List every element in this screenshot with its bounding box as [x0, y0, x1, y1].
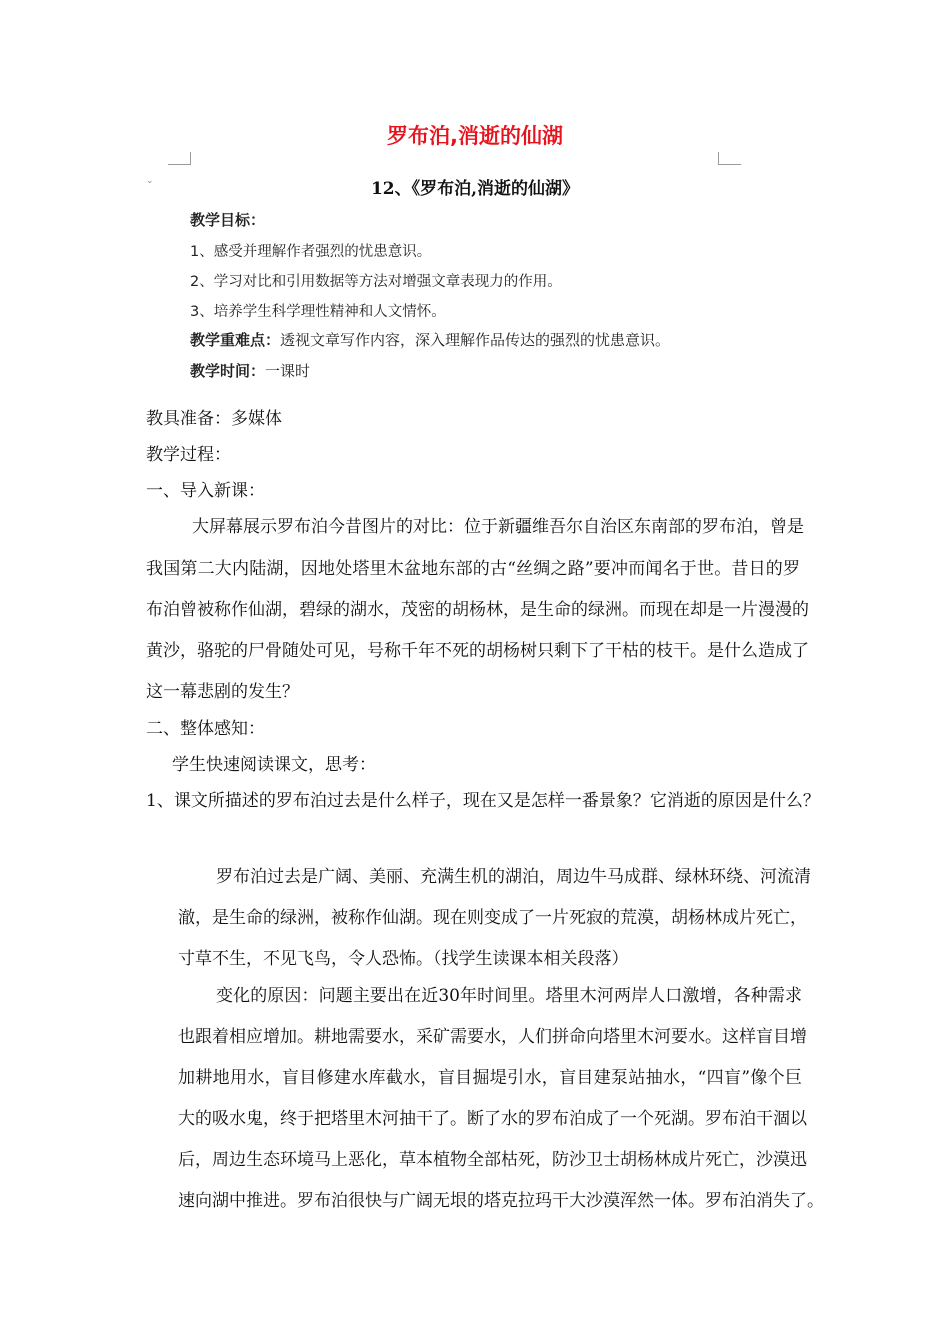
answer1-line: 澈，是生命的绿洲，被称作仙湖。现在则变成了一片死寂的荒漠，胡杨林成片死亡，: [178, 908, 807, 928]
section1-heading: 一、导入新课：: [146, 481, 265, 501]
keypoint-label: 教学重难点：: [190, 331, 281, 349]
time-line: [190, 360, 310, 381]
section1-line: 我国第二大内陆湖，因地处塔里木盆地东部的古“丝绸之路”要冲而闻名于世。昔日的罗: [146, 559, 800, 579]
goal-item: 1、感受并理解作者强烈的忧患意识。: [190, 244, 432, 260]
answer2-line: 速向湖中推进。罗布泊很快与广阔无垠的塔克拉玛干大沙漠浑然一体。罗布泊消失了。: [178, 1191, 824, 1211]
keypoint-text: 透视文章写作内容，深入理解作品传达的强烈的忧患意识。: [280, 331, 671, 349]
section1-line: 这一幕悲剧的发生？: [146, 682, 299, 702]
answer1-line: 罗布泊过去是广阔、美丽、充满生机的湖泊，周边牛马成群、绿林环绕、河流清: [216, 867, 811, 887]
section1-line: 大屏幕展示罗布泊今昔图片的对比：位于新疆维吾尔自治区东南部的罗布泊，曾是: [192, 517, 804, 537]
section1-line: 黄沙，骆驼的尸骨随处可见，号称千年不死的胡杨树只剩下了干枯的枝干。是什么造成了: [146, 641, 809, 661]
answer2-line: 也跟着相应增加。耕地需要水，采矿需要水，人们拼命向塔里木河要水。这样盲目增: [178, 1027, 807, 1047]
time-label: 教学时间：: [190, 362, 266, 380]
lesson-title: 12、《罗布泊,消逝的仙湖》: [370, 179, 580, 199]
section2-question: 1、课文所描述的罗布泊过去是什么样子，现在又是怎样一番景象？它消逝的原因是什么？: [146, 791, 820, 811]
section2-heading: 二、整体感知：: [146, 719, 265, 739]
section1-line: 布泊曾被称作仙湖，碧绿的湖水，茂密的胡杨林，是生命的绿洲。而现在却是一片漫漫的: [146, 600, 809, 620]
goal-item: 2、学习对比和引用数据等方法对增强文章表现力的作用。: [190, 274, 562, 290]
goals-heading: 教学目标：: [190, 211, 266, 229]
margin-corner-left: [168, 152, 191, 165]
margin-corner-right: [718, 152, 741, 165]
margin-tick-icon: ⌄: [146, 176, 154, 186]
answer2-line: 大的吸水鬼，终于把塔里木河抽干了。断了水的罗布泊成了一个死湖。罗布泊干涸以: [178, 1109, 807, 1129]
process-heading: 教学过程：: [146, 445, 231, 465]
keypoint-line: [190, 329, 670, 350]
answer2-line: 后，周边生态环境马上恶化，草本植物全部枯死，防沙卫士胡杨林成片死亡，沙漠迅: [178, 1150, 807, 1170]
document-title: 罗布泊,消逝的仙湖: [387, 124, 563, 148]
answer2-line: 加耕地用水，盲目修建水库截水，盲目掘堤引水，盲目建泵站抽水，“四盲”像个巨: [178, 1068, 802, 1088]
tools-line: 教具准备：多媒体: [146, 409, 282, 429]
goal-item: 3、培养学生科学理性精神和人文情怀。: [190, 304, 446, 320]
answer1-line: 寸草不生，不见飞鸟，令人恐怖。（找学生读课本相关段落）: [178, 949, 629, 969]
answer2-line: 变化的原因：问题主要出在近30年时间里。塔里木河两岸人口激增，各种需求: [216, 986, 802, 1006]
section2-intro: 学生快速阅读课文，思考：: [172, 755, 376, 775]
time-text: 一课时: [265, 362, 311, 380]
